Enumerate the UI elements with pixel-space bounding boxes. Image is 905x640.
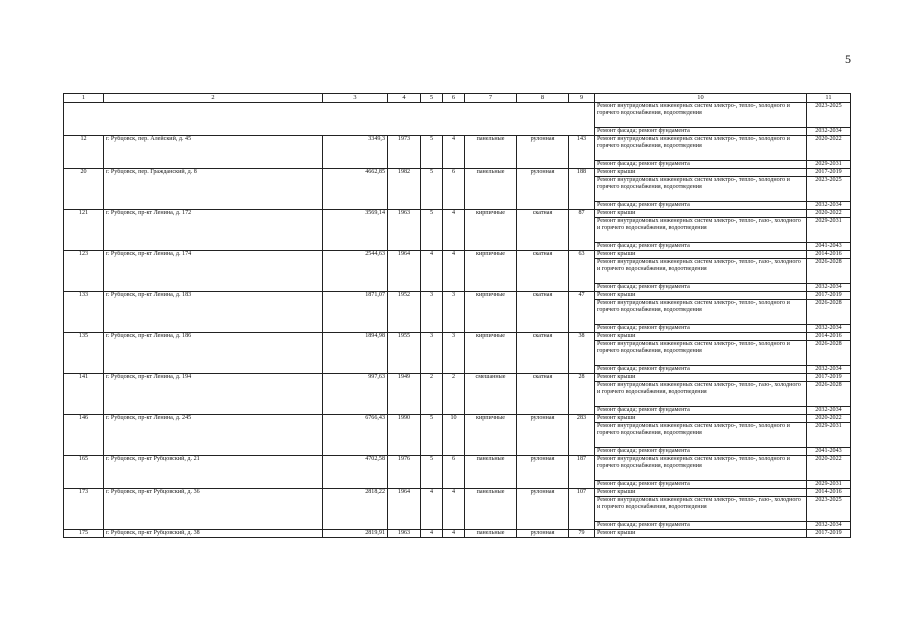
column-header: 5 — [421, 94, 443, 103]
table-row — [64, 456, 851, 481]
work-description: Ремонт фасада; ремонт фундамента — [595, 128, 807, 136]
work-period: 2017-2019 — [807, 530, 851, 538]
work-period: 2026-2028 — [807, 259, 851, 284]
work-period: 2041-2043 — [807, 243, 851, 251]
roof-type: рулонная — [517, 169, 569, 210]
work-description: Ремонт фасада; ремонт фундамента — [595, 448, 807, 456]
entrance-count: 3 — [443, 333, 465, 374]
build-year: 1964 — [388, 251, 421, 292]
wall-material: панельные — [465, 456, 517, 489]
floor-count: 4 — [421, 530, 443, 538]
resident-count: 47 — [569, 292, 595, 333]
work-period: 2032-2034 — [807, 366, 851, 374]
work-period: 2032-2034 — [807, 128, 851, 136]
wall-material: кирпичные — [465, 415, 517, 456]
building-address: г. Рубцовск, пр-кт Ленина, д. 194 — [104, 374, 323, 415]
row-number: 173 — [64, 489, 104, 530]
floor-count: 5 — [421, 210, 443, 251]
table-row-continuation — [64, 103, 851, 128]
work-description: Ремонт внутридомовых инженерных систем электро-, тепло-, холодного и горячего водоснабжения, водоотведения — [595, 103, 807, 128]
work-description: Ремонт внутридомовых инженерных систем электро-, тепло-, холодного и горячего водоснабжения, водоотведения — [595, 136, 807, 161]
entrance-count: 10 — [443, 415, 465, 456]
row-number: 121 — [64, 210, 104, 251]
build-year: 1952 — [388, 292, 421, 333]
building-address: г. Рубцовск, пр-кт Ленина, д. 174 — [104, 251, 323, 292]
column-header: 7 — [465, 94, 517, 103]
resident-count: 187 — [569, 456, 595, 489]
wall-material: панельные — [465, 530, 517, 538]
roof-type: скатная — [517, 374, 569, 415]
work-period: 2023-2025 — [807, 103, 851, 128]
table-row — [64, 210, 851, 218]
table-row — [64, 374, 851, 382]
work-period: 2014-2016 — [807, 489, 851, 497]
build-year: 1973 — [388, 136, 421, 169]
build-year: 1990 — [388, 415, 421, 456]
resident-count: 63 — [569, 251, 595, 292]
work-period: 2017-2019 — [807, 169, 851, 177]
building-area: 997,63 — [323, 374, 388, 415]
floor-count: 5 — [421, 169, 443, 210]
row-number: 141 — [64, 374, 104, 415]
column-header: 9 — [569, 94, 595, 103]
work-description: Ремонт крыши — [595, 169, 807, 177]
column-header: 11 — [807, 94, 851, 103]
work-description: Ремонт крыши — [595, 333, 807, 341]
work-description: Ремонт фасада; ремонт фундамента — [595, 366, 807, 374]
column-header: 4 — [388, 94, 421, 103]
work-description: Ремонт крыши — [595, 292, 807, 300]
entrance-count: 4 — [443, 136, 465, 169]
work-period: 2032-2034 — [807, 284, 851, 292]
column-header: 8 — [517, 94, 569, 103]
row-number: 165 — [64, 456, 104, 489]
floor-count: 3 — [421, 292, 443, 333]
work-period: 2029-2031 — [807, 423, 851, 448]
floor-count: 5 — [421, 136, 443, 169]
resident-count: 143 — [569, 136, 595, 169]
entrance-count: 3 — [443, 292, 465, 333]
building-address: г. Рубцовск, пр-кт Ленина, д. 245 — [104, 415, 323, 456]
building-address: г. Рубцовск, пер. Алейский, д. 45 — [104, 136, 323, 169]
wall-material: кирпичные — [465, 292, 517, 333]
column-header: 1 — [64, 94, 104, 103]
resident-count: 28 — [569, 374, 595, 415]
wall-material: панельные — [465, 489, 517, 530]
work-description: Ремонт крыши — [595, 251, 807, 259]
roof-type: рулонная — [517, 489, 569, 530]
work-description: Ремонт крыши — [595, 489, 807, 497]
resident-count: 87 — [569, 210, 595, 251]
entrance-count: 4 — [443, 251, 465, 292]
table-row — [64, 333, 851, 341]
building-area: 6766,43 — [323, 415, 388, 456]
work-description: Ремонт фасада; ремонт фундамента — [595, 407, 807, 415]
column-header: 3 — [323, 94, 388, 103]
build-year: 1949 — [388, 374, 421, 415]
work-period: 2032-2034 — [807, 202, 851, 210]
building-area: 2818,22 — [323, 489, 388, 530]
work-description: Ремонт внутридомовых инженерных систем электро-, тепло-, газо-, холодного и горячего водоснабжения, водоотведения — [595, 218, 807, 243]
work-description: Ремонт фасада; ремонт фундамента — [595, 243, 807, 251]
building-address: г. Рубцовск, пер. Гражданский, д. 8 — [104, 169, 323, 210]
roof-type: скатная — [517, 210, 569, 251]
page-number: 5 — [845, 52, 851, 66]
table-row — [64, 415, 851, 423]
floor-count: 4 — [421, 489, 443, 530]
work-description: Ремонт внутридомовых инженерных систем электро-, тепло-, газо-, холодного и горячего водоснабжения, водоотведения — [595, 497, 807, 522]
building-area: 4662,85 — [323, 169, 388, 210]
floor-count: 5 — [421, 456, 443, 489]
work-period: 2014-2016 — [807, 251, 851, 259]
work-description: Ремонт крыши — [595, 374, 807, 382]
building-area: 2819,91 — [323, 530, 388, 538]
row-number: 20 — [64, 169, 104, 210]
work-description: Ремонт крыши — [595, 415, 807, 423]
entrance-count: 6 — [443, 456, 465, 489]
work-period: 2029-2031 — [807, 218, 851, 243]
work-period: 2017-2019 — [807, 292, 851, 300]
work-description: Ремонт внутридомовых инженерных систем электро-, тепло-, газо-, холодного и горячего водоснабжения, водоотведения — [595, 259, 807, 284]
roof-type: рулонная — [517, 456, 569, 489]
row-number: 133 — [64, 292, 104, 333]
wall-material: кирпичные — [465, 210, 517, 251]
column-header: 6 — [443, 94, 465, 103]
work-period: 2017-2019 — [807, 374, 851, 382]
building-area: 2544,63 — [323, 251, 388, 292]
build-year: 1955 — [388, 333, 421, 374]
work-description: Ремонт внутридомовых инженерных систем электро-, тепло-, холодного и горячего водоснабжения, водоотведения — [595, 423, 807, 448]
repair-schedule-table — [63, 93, 851, 538]
row-number: 175 — [64, 530, 104, 538]
work-period: 2020-2022 — [807, 415, 851, 423]
work-period: 2026-2028 — [807, 300, 851, 325]
table-body — [64, 94, 851, 538]
work-description: Ремонт фасада; ремонт фундамента — [595, 284, 807, 292]
build-year: 1963 — [388, 530, 421, 538]
work-description: Ремонт внутридомовых инженерных систем электро-, тепло-, холодного и горячего водоснабжения, водоотведения — [595, 456, 807, 481]
column-number-row — [64, 94, 851, 103]
work-period: 2032-2034 — [807, 407, 851, 415]
build-year: 1963 — [388, 210, 421, 251]
resident-count: 188 — [569, 169, 595, 210]
wall-material: панельные — [465, 136, 517, 169]
build-year: 1976 — [388, 456, 421, 489]
work-period: 2014-2016 — [807, 333, 851, 341]
work-period: 2023-2025 — [807, 177, 851, 202]
wall-material: панельные — [465, 169, 517, 210]
entrance-count: 2 — [443, 374, 465, 415]
entrance-count: 6 — [443, 169, 465, 210]
floor-count: 3 — [421, 333, 443, 374]
work-period: 2029-2031 — [807, 161, 851, 169]
wall-material: кирпичные — [465, 333, 517, 374]
table-row — [64, 136, 851, 161]
building-area: 3349,3 — [323, 136, 388, 169]
row-number: 123 — [64, 251, 104, 292]
resident-count: 107 — [569, 489, 595, 530]
work-period: 2032-2034 — [807, 522, 851, 530]
work-period: 2026-2028 — [807, 382, 851, 407]
building-area: 1894,98 — [323, 333, 388, 374]
work-period: 2020-2022 — [807, 136, 851, 161]
building-address: г. Рубцовск, пр-кт Рубцовский, д. 21 — [104, 456, 323, 489]
building-area: 3569,14 — [323, 210, 388, 251]
table-row — [64, 489, 851, 497]
work-description: Ремонт крыши — [595, 210, 807, 218]
work-period: 2020-2022 — [807, 210, 851, 218]
building-address: г. Рубцовск, пр-кт Рубцовский, д. 36 — [104, 489, 323, 530]
roof-type: рулонная — [517, 136, 569, 169]
building-area: 4702,58 — [323, 456, 388, 489]
column-header: 10 — [595, 94, 807, 103]
building-address: г. Рубцовск, пр-кт Ленина, д. 186 — [104, 333, 323, 374]
roof-type: скатная — [517, 292, 569, 333]
building-address: г. Рубцовск, пр-кт Ленина, д. 183 — [104, 292, 323, 333]
building-address: г. Рубцовск, пр-кт Ленина, д. 172 — [104, 210, 323, 251]
row-number: 12 — [64, 136, 104, 169]
table-row — [64, 530, 851, 538]
work-description: Ремонт внутридомовых инженерных систем электро-, тепло-, холодного и горячего водоснабжения, водоотведения — [595, 300, 807, 325]
row-number: 135 — [64, 333, 104, 374]
row-number: 146 — [64, 415, 104, 456]
work-description: Ремонт фасада; ремонт фундамента — [595, 325, 807, 333]
work-period: 2023-2025 — [807, 497, 851, 522]
resident-count: 38 — [569, 333, 595, 374]
wall-material: смешанные — [465, 374, 517, 415]
work-period: 2020-2022 — [807, 456, 851, 481]
work-description: Ремонт внутридомовых инженерных систем электро-, тепло-, газо-, холодного и горячего водоснабжения, водоотведения — [595, 382, 807, 407]
work-period: 2032-2034 — [807, 325, 851, 333]
work-description: Ремонт фасада; ремонт фундамента — [595, 161, 807, 169]
building-address: г. Рубцовск, пр-кт Рубцовский, д. 38 — [104, 530, 323, 538]
roof-type: скатная — [517, 333, 569, 374]
work-description: Ремонт фасада; ремонт фундамента — [595, 202, 807, 210]
entrance-count: 4 — [443, 530, 465, 538]
roof-type: рулонная — [517, 415, 569, 456]
work-description: Ремонт внутридомовых инженерных систем электро-, тепло-, холодного и горячего водоснабжения, водоотведения — [595, 177, 807, 202]
entrance-count: 4 — [443, 210, 465, 251]
resident-count: 79 — [569, 530, 595, 538]
build-year: 1982 — [388, 169, 421, 210]
building-area: 1871,07 — [323, 292, 388, 333]
roof-type: скатная — [517, 251, 569, 292]
build-year: 1964 — [388, 489, 421, 530]
wall-material: кирпичные — [465, 251, 517, 292]
entrance-count: 4 — [443, 489, 465, 530]
table-row — [64, 251, 851, 259]
floor-count: 4 — [421, 251, 443, 292]
work-description: Ремонт фасада; ремонт фундамента — [595, 522, 807, 530]
floor-count: 5 — [421, 415, 443, 456]
blank-cell — [64, 103, 595, 136]
column-header: 2 — [104, 94, 323, 103]
resident-count: 283 — [569, 415, 595, 456]
work-description: Ремонт крыши — [595, 530, 807, 538]
work-description: Ремонт фасада; ремонт фундамента — [595, 481, 807, 489]
roof-type: рулонная — [517, 530, 569, 538]
work-period: 2029-2031 — [807, 481, 851, 489]
work-period: 2026-2028 — [807, 341, 851, 366]
floor-count: 2 — [421, 374, 443, 415]
table-row — [64, 169, 851, 177]
table-row — [64, 292, 851, 300]
work-description: Ремонт внутридомовых инженерных систем электро-, тепло-, холодного и горячего водоснабжения, водоотведения — [595, 341, 807, 366]
work-period: 2041-2043 — [807, 448, 851, 456]
